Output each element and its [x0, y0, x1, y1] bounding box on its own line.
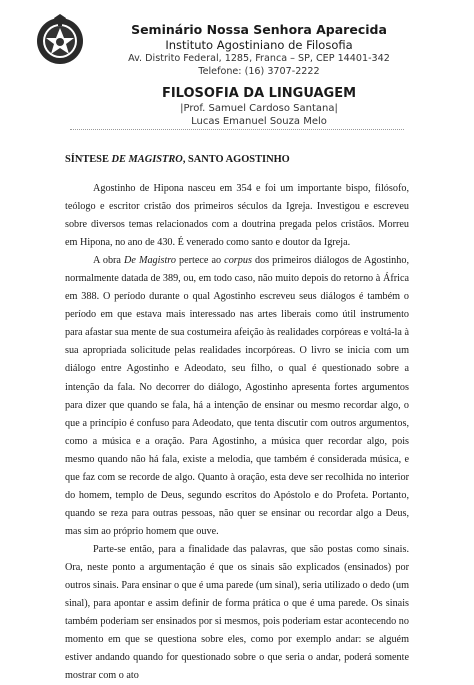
institution-address: Av. Distrito Federal, 1285, Franca – SP, CEP 14401-342 [128, 53, 390, 64]
institute-name: Instituto Agostiniano de Filosofia [165, 38, 353, 52]
student-name: Lucas Emanuel Souza Melo [191, 116, 327, 127]
paragraph-2 [65, 252, 409, 541]
p2-part-b: pertece ao [175, 255, 225, 267]
p2-part-c: dos primeiros diálogos de Agostinho, normalmente datada de 389, ou, em todo caso, não muito depois do retorno à África em 388. O período durante o qual Agostinho escreveu seus diálogos é também o período em que estava mais interessado nas artes liberais como útil instrumento para afastar sua mente de sua costumeira afeição às realidades corpóreas e voltá-la à sua apropriada solicitude pelas realidades incorpóreas. O livro se inicia com um diálogo entre Agostinho e Adeodato, seu filho, o qual é questionado sobre a intenção da fala. No decorrer do diálogo, Agostinho apresenta fortes argumentos para dizer que quando se fala, há a intenção de ensinar ou mesmo recordar algo, o que a princípio é confuso para Adeodato, que tenta discutir com outros argumentos, como a música e a oração. Para Agostinho, a música quer recordar algo, pois mesmo quando não há fala, existe a melodia, que também é considerada música, e que faz com se recorde de algo. Quanto à oração, esta deve ser recolhida no interior do homem, templo de Deus, segundo escritos do Apóstolo e do Profeta. Portanto, quando se reza para outras pessoas, não quer se ensinar ou recordar algo a Deus, mas sim ao próprio homem que ouve. [65, 255, 409, 537]
title-italic: DE MAGISTRO [111, 154, 183, 165]
institution-name: Seminário Nossa Senhora Aparecida [131, 22, 387, 37]
document-body [65, 180, 409, 685]
institution-phone: Telefone: (16) 3707-2222 [198, 65, 320, 77]
course-title: FILOSOFIA DA LINGUAGEM [161, 86, 357, 101]
p2-italic-corpus: corpus [224, 255, 252, 267]
document-title [65, 154, 290, 165]
p2-part-a: A obra [93, 255, 125, 267]
paragraph-3: Parte-se então, para a finalidade das palavras, que são postas como sinais. Ora, neste ponto a argumentação é que os sinais são explicados (ensinados) por outros sinais. Para ensinar o que é uma parede (um sinal), seria utilizado o dedo (um sinal), para apontar e assim definir de forma prática o que é uma parede. Os sinais também poderiam ser ensinados por si mesmos, pois poderiam estar acontecendo no momento em que se questiona sobre eles, como por exemplo andar: se alguém estiver andando quando for questionado sobre o que seria o andar, poderá somente mostrar com o ato [65, 543, 409, 682]
p2-italic-work: De Magistro [124, 255, 176, 267]
paragraph-1: Agostinho de Hipona nasceu em 354 e foi um importante bispo, filósofo, teólogo e escritor cristão dos primeiros séculos da Igreja. Investigou e escreveu sobre diversos temas relacionados com a doutrina pregada pelos cristãos. Morreu em Hipona, no ano de 430. É venerado como santo e doutor da Igreja. [65, 183, 409, 249]
professor-name: |Prof. Samuel Cardoso Santana| [180, 103, 338, 114]
seminary-seal-icon [34, 14, 86, 66]
document-header [90, 22, 428, 128]
title-prefix: SÍNTESE [65, 154, 112, 165]
title-suffix: , SANTO AGOSTINHO [182, 154, 290, 165]
header-divider [70, 129, 404, 130]
